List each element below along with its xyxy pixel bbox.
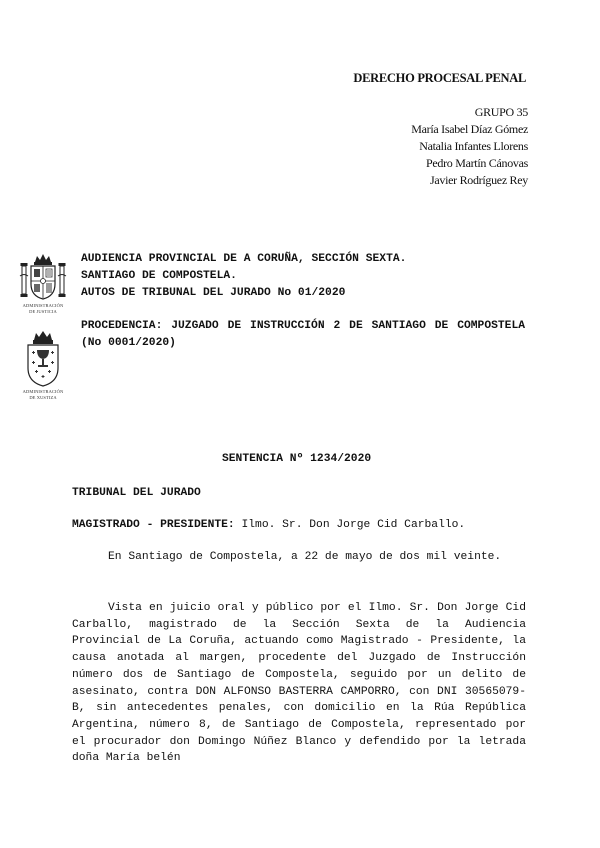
- procedencia-line: PROCEDENCIA: JUZGADO DE INSTRUCCIÓN 2 DE SANTIAGO DE COMPOSTELA (No 0001/2020): [81, 320, 525, 349]
- group-block: [411, 104, 528, 189]
- magistrate-label: MAGISTRADO - PRESIDENTE:: [72, 519, 235, 531]
- magistrate-name: Ilmo. Sr. Don Jorge Cid Carballo.: [234, 519, 466, 531]
- group-member: Javier Rodríguez Rey: [430, 173, 528, 187]
- group-member: Pedro Martín Cánovas: [426, 156, 528, 170]
- galicia-coat-of-arms-icon: [23, 330, 63, 388]
- group-member: Natalia Infantes Llorens: [419, 139, 528, 153]
- logo-caption: ADMINISTRACIÓN: [22, 389, 64, 394]
- court-heading: [81, 251, 406, 302]
- logo-caption: ADMINISTRACIÓN: [22, 303, 64, 308]
- date-paragraph-text: En Santiago de Compostela, a 22 de mayo de dos mil veinte.: [108, 551, 502, 563]
- court-name: AUDIENCIA PROVINCIAL DE A CORUÑA, SECCIÓN SEXTA.: [81, 253, 407, 265]
- date-paragraph: [72, 549, 526, 566]
- justice-administration-logo: [18, 252, 68, 314]
- group-member: María Isabel Díaz Gómez: [411, 122, 528, 136]
- coat-of-arms-icon: [19, 252, 67, 302]
- group-number: GRUPO 35: [474, 105, 528, 119]
- court-city: SANTIAGO DE COMPOSTELA.: [81, 270, 237, 282]
- course-title: DERECHO PROCESAL PENAL: [353, 71, 526, 85]
- logo-caption: DE JUSTICIA: [29, 309, 57, 314]
- tribunal-heading: TRIBUNAL DEL JURADO: [72, 487, 201, 499]
- magistrate-line: [72, 517, 465, 533]
- xustiza-administration-logo: [18, 330, 68, 400]
- proceedings-paragraph: [72, 600, 526, 767]
- sentence-title: SENTENCIA Nº 1234/2020: [222, 453, 372, 465]
- proceedings-paragraph-text: Vista en juicio oral y público por el Ilmo. Sr. Don Jorge Cid Carballo, magistrado de la Sección Sexta de la Audiencia Provincial de La Coruña, actuando como Magistrado - Presidente, la causa anotada al margen, procedente del Juzgado de Instrucción número dos de Santiago de Compostela, seguido por un delito de asesinato, contra DON ALFONSO BASTERRA CAMPORRO, con DNI 30565079-B, sin antecedentes penales, con domicilio en la Rúa República Argentina, número 8, de Santiago de Compostela, representado por el procurador don Domingo Núñez Blanco y defendido por la letrada doña María belén: [72, 602, 526, 765]
- logo-caption: DE XUSTIZA: [29, 395, 57, 400]
- case-number: AUTOS DE TRIBUNAL DEL JURADO No 01/2020: [81, 287, 346, 299]
